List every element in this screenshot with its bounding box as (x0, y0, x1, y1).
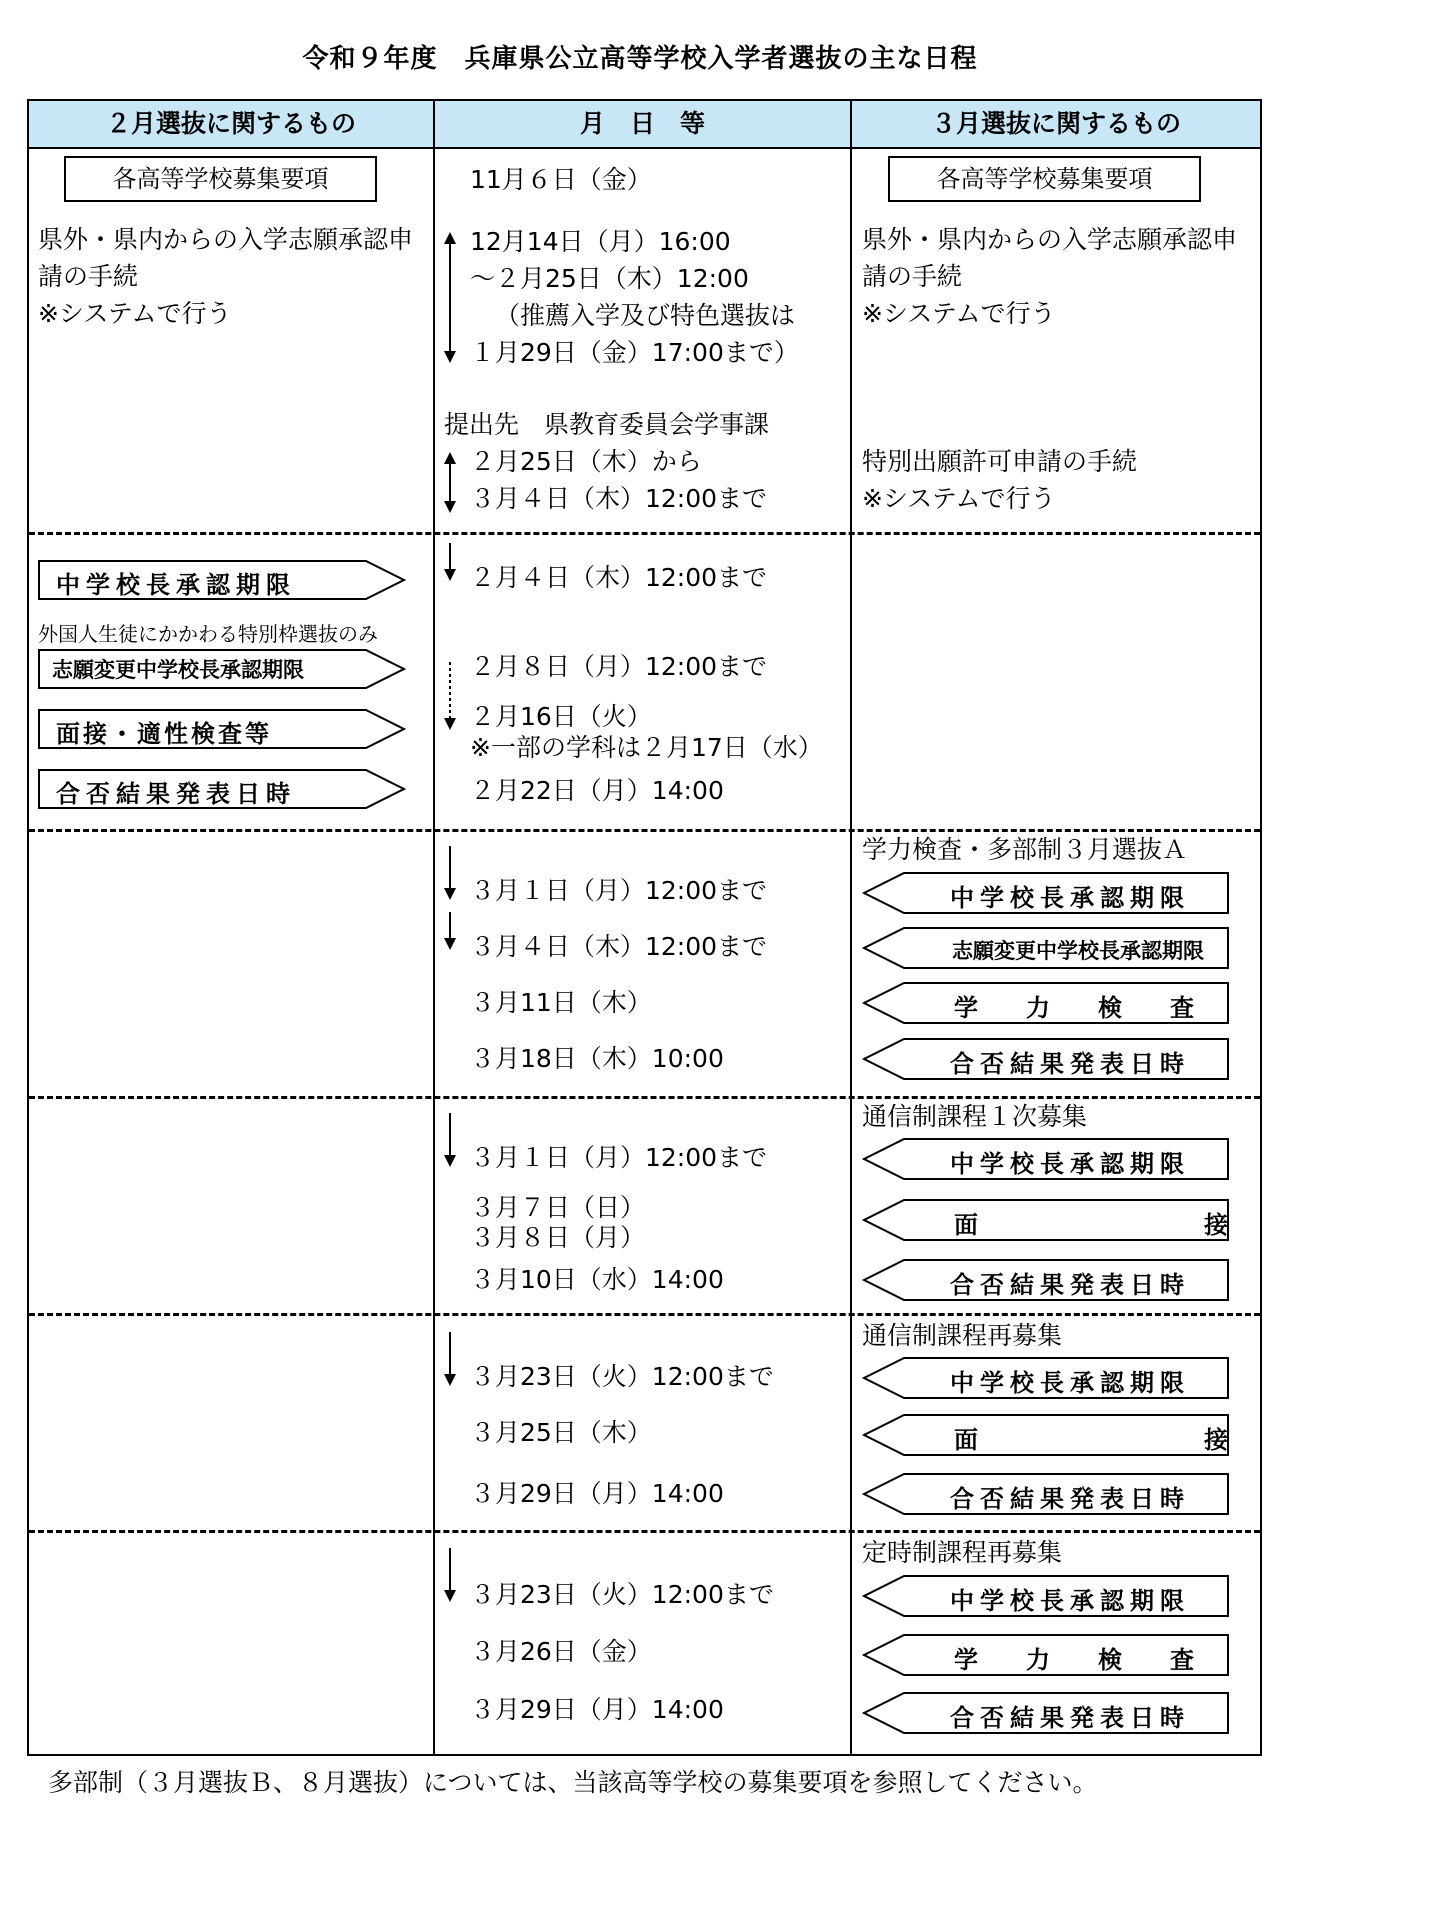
date-text: ３月29日（月）14:00 (470, 1695, 724, 1724)
date-text: ３月26日（金） (470, 1637, 652, 1666)
section-divider (29, 1096, 1260, 1099)
header-feb: ２月選抜に関するもの (105, 109, 356, 138)
down-arrow-icon (440, 1332, 460, 1392)
date-text: ２月16日（火） (470, 702, 652, 731)
down-arrow-icon (440, 846, 460, 906)
section-divider (29, 829, 1260, 832)
date-text: ３月４日（木）12:00まで (470, 484, 768, 513)
left-text: 県外・県内からの入学志願承認申 (38, 225, 414, 254)
right-box-guidelines: 各高等学校募集要項 (888, 156, 1201, 202)
section-heading: 定時制課程再募集 (862, 1538, 1063, 1567)
date-text: ３月29日（月）14:00 (470, 1479, 724, 1508)
date-text: ３月23日（火）12:00まで (470, 1580, 774, 1609)
date-text: ２月22日（月）14:00 (470, 776, 724, 805)
section-heading: 通信制課程再募集 (862, 1321, 1063, 1350)
date-text: ３月18日（木）10:00 (470, 1044, 724, 1073)
header-date: 月 日 等 (579, 109, 705, 138)
date-text: １月29日（金）17:00まで） (470, 338, 799, 367)
down-arrow-icon (440, 1113, 460, 1173)
column-divider (850, 99, 852, 1756)
date-text: ３月７日（日） (470, 1193, 646, 1222)
date-text: ２月25日（木）から (470, 447, 702, 476)
date-text: ３月11日（木） (470, 988, 652, 1017)
right-text: ※システムで行う (862, 484, 1056, 513)
column-divider (433, 99, 435, 1756)
section-divider (29, 1313, 1260, 1316)
left-text: 請の手続 (38, 262, 139, 291)
left-box-guidelines: 各高等学校募集要項 (64, 156, 377, 202)
down-arrow-icon (440, 1548, 460, 1608)
down-arrow-icon (440, 543, 460, 587)
date-text: ～２月25日（木）12:00 (470, 264, 749, 293)
date-text: 11月６日（金） (470, 165, 652, 194)
date-text: ３月４日（木）12:00まで (470, 932, 768, 961)
down-arrow-icon (440, 662, 460, 736)
date-text: ※一部の学科は２月17日（水） (470, 733, 823, 762)
left-text: ※システムで行う (38, 299, 232, 328)
date-text: ２月４日（木）12:00まで (470, 563, 768, 592)
right-text: 請の手続 (862, 262, 963, 291)
date-text: ２月８日（月）12:00まで (470, 652, 768, 681)
date-text: ３月１日（月）12:00まで (470, 876, 768, 905)
double-arrow-icon (440, 450, 460, 519)
footer-note: 多部制（３月選抜Ｂ、８月選抜）については、当該高等学校の募集要項を参照してください。 (48, 1768, 1098, 1797)
right-text: ※システムで行う (862, 299, 1056, 328)
date-text: （推薦入学及び特色選抜は (495, 301, 796, 330)
note-foreign-students: 外国人生徒にかかわる特別枠選抜のみ (38, 622, 378, 646)
page-title: 令和９年度 兵庫県公立高等学校入学者選抜の主な日程 (302, 44, 978, 74)
date-text: ３月23日（火）12:00まで (470, 1362, 774, 1391)
date-text: 12月14日（月）16:00 (470, 227, 731, 256)
date-text: ３月25日（木） (470, 1418, 652, 1447)
double-arrow-icon (440, 230, 460, 369)
section-divider (29, 1530, 1260, 1533)
section-divider (29, 532, 1260, 535)
right-text: 特別出願許可申請の手続 (862, 447, 1138, 476)
right-text: 県外・県内からの入学志願承認申 (862, 225, 1238, 254)
section-heading: 通信制課程１次募集 (862, 1102, 1088, 1131)
date-text: 提出先 県教育委員会学事課 (444, 410, 770, 439)
down-arrow-icon (440, 912, 460, 956)
date-text: ３月１日（月）12:00まで (470, 1143, 768, 1172)
header-mar: ３月選抜に関するもの (930, 109, 1181, 138)
date-text: ３月８日（月） (470, 1223, 646, 1252)
section-heading: 学力検査・多部制３月選抜Ａ (862, 835, 1188, 864)
date-text: ３月10日（水）14:00 (470, 1265, 724, 1294)
